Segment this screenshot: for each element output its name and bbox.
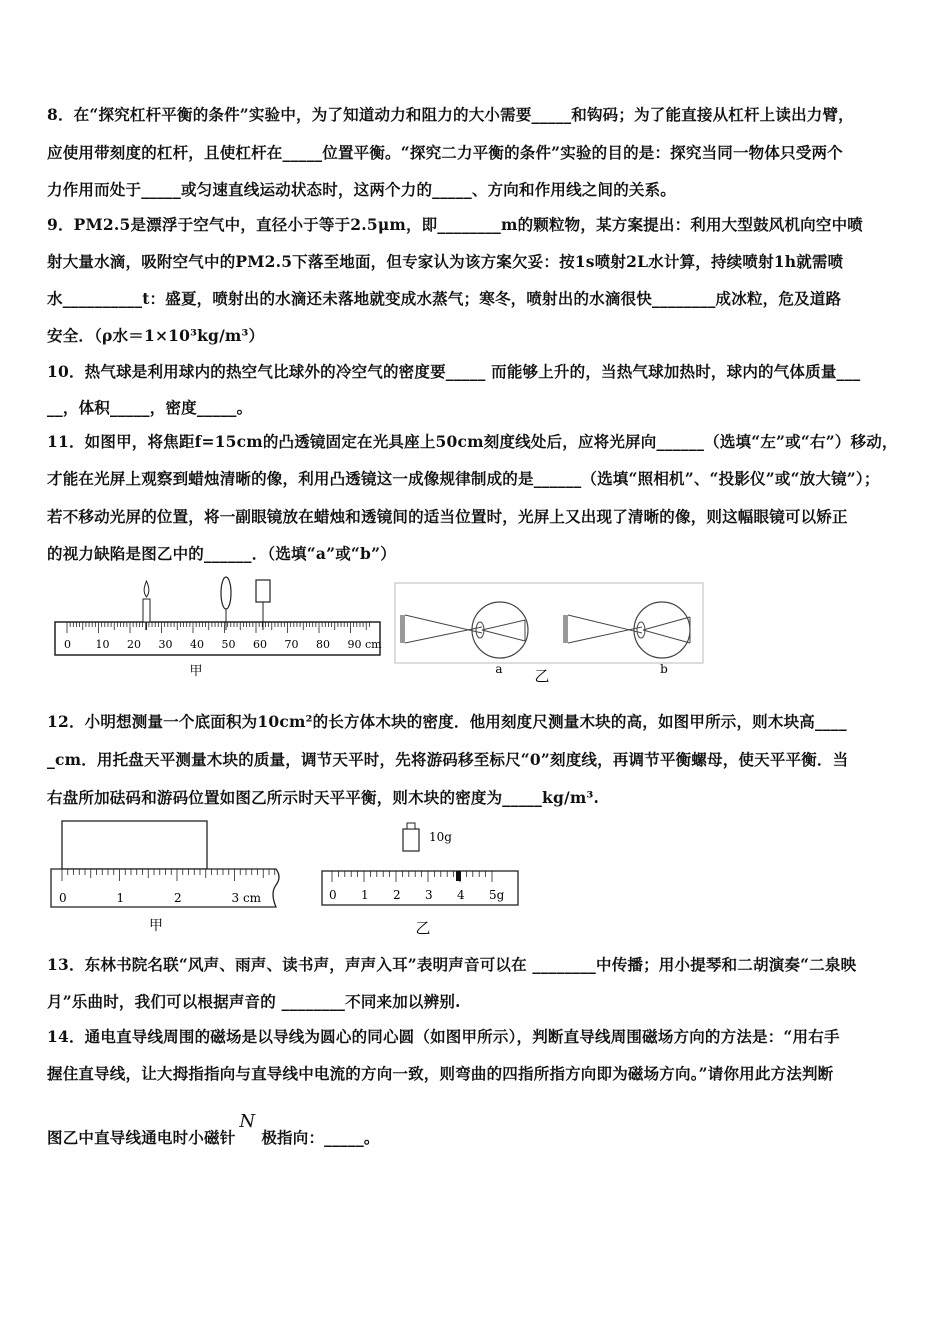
- eye-diagram-a: [400, 602, 528, 658]
- figure-q11: [50, 575, 710, 687]
- scale-tick-label: 3: [425, 888, 433, 902]
- q8-line-2: 应使用带刻度的杠杆，且使杠杆在_____位置平衡。“探究二力平衡的条件”实验的目的是：探究当同一物体只受两个: [47, 143, 843, 162]
- caption-jia-q12: 甲: [149, 918, 163, 934]
- eye-label-b: b: [660, 662, 668, 676]
- q8-line-3: 力作用而处于_____或匀速直线运动状态时，这两个力的_____、方向和作用线之间的关系。: [47, 180, 677, 199]
- q9-line-2: 射大量水滴，吸附空气中的PM2.5下落至地面，但专家认为该方案欠妥：按1s喷射2L水计算，持续喷射1h就需喷: [47, 252, 844, 271]
- q11-line-1: 11．如图甲，将焦距f=15cm的凸透镜固定在光具座上50cm刻度线处后，应将光屏向______（选填“左”或“右”）移动，: [47, 432, 898, 451]
- bench-tick-label: 30: [158, 638, 173, 651]
- weight-label: 10g: [429, 830, 452, 844]
- figure-q12: [46, 815, 526, 940]
- q14-line-2: 握住直导线，让大拇指指向与直导线中电流的方向一致，则弯曲的四指所指方向即为磁场方向。”请你用此方法判断: [47, 1064, 834, 1083]
- ruler-tick-label: 0: [59, 891, 67, 905]
- ruler-tick-label: 3 cm: [231, 891, 262, 905]
- ruler-tick-label: 2: [174, 891, 182, 905]
- scale-tick-label: 5g: [489, 888, 505, 902]
- eye-diagram-b: [563, 602, 690, 658]
- bench-tick-label: 50: [221, 638, 236, 651]
- caption-yi-q12: 乙: [415, 919, 431, 937]
- q13-line-1: 13．东林书院名联“风声、雨声、读书声，声声入耳”表明声音可以在 ________中传播；用小提琴和二胡演奏“二泉映: [47, 955, 857, 974]
- q9-line-1: 9．PM2.5是漂浮于空气中，直径小于等于2.5μm，即________m的颗粒物，某方案提出：利用大型鼓风机向空中喷: [47, 215, 863, 234]
- scale-tick-label: 4: [457, 888, 465, 902]
- q13-line-2: 月”乐曲时，我们可以根据声音的 ________不同来加以辨别.: [47, 992, 461, 1011]
- q14-line-3: [47, 1111, 380, 1148]
- q12-line-3: 右盘所加砝码和游码位置如图乙所示时天平平衡，则木块的密度为_____kg/m³.: [47, 788, 600, 807]
- wood-block: [62, 821, 207, 869]
- bench-tick-label: 20: [127, 638, 141, 651]
- q10-line-2: __，体积_____，密度_____。: [47, 398, 253, 417]
- scale-tick-label: 0: [329, 888, 337, 902]
- q14-line-1: 14．通电直导线周围的磁场是以导线为圆心的同心圆（如图甲所示），判断直导线周围磁场方向的方法是：“用右手: [47, 1027, 840, 1046]
- bench-tick-label: 40: [190, 638, 204, 651]
- q11-line-2: 才能在光屏上观察到蜡烛清晰的像，利用凸透镜这一成像规律制成的是______（选填“照相机”、“投影仪”或“放大镜”）；: [47, 469, 880, 488]
- bench-tick-label: 80: [316, 638, 330, 651]
- q9-line-3: 水__________t：盛夏，喷射出的水滴还未落地就变成水蒸气；寒冬，喷射出的水滴很快________成冰粒，危及道路: [47, 289, 842, 308]
- caption-yi-q11: 乙: [534, 667, 550, 685]
- bench-tick-label: 70: [284, 638, 299, 651]
- q11-line-4: 的视力缺陷是图乙中的______．（选填“a”或“b”）: [47, 544, 396, 563]
- ruler-tick-label: 1: [116, 891, 125, 905]
- needle-n-symbol: N: [239, 1111, 256, 1132]
- q12-line-2: _cm．用托盘天平测量木块的质量，调节天平时，先将游码移至标尺“0”刻度线，再调节平衡螺母，使天平平衡．当: [47, 750, 849, 769]
- weight-10g-icon: [403, 823, 419, 851]
- caption-jia-q11: 甲: [189, 664, 203, 679]
- bench-tick-label: 0: [64, 638, 71, 651]
- q10-line-1: 10．热气球是利用球内的热空气比球外的冷空气的密度要_____ 而能够上升的，当热气球加热时，球内的气体质量___: [47, 362, 861, 381]
- bench-tick-label: 90 cm: [347, 638, 382, 651]
- q14-line-3-tail: 极指向：_____。: [261, 1128, 380, 1147]
- q9-line-4: 安全．（ρ水＝1×10³kg/m³）: [47, 326, 265, 345]
- q11-line-3: 若不移动光屏的位置，将一副眼镜放在蜡烛和透镜间的适当位置时，光屏上又出现了清晰的像，则这幅眼镜可以矫正: [47, 507, 848, 526]
- scale-tick-label: 2: [393, 888, 401, 902]
- bench-tick-label: 60: [253, 638, 267, 651]
- bench-tick-label: 10: [95, 638, 110, 651]
- q12-line-1: 12．小明想测量一个底面积为10cm²的长方体木块的密度．他用刻度尺测量木块的高，如图甲所示，则木块高____: [47, 712, 847, 731]
- eye-label-a: a: [495, 662, 503, 676]
- q8-line-1: 8．在“探究杠杆平衡的条件”实验中，为了知道动力和阻力的大小需要_____和钩码；为了能直接从杠杆上读出力臂，: [47, 105, 854, 124]
- rider-marker: [456, 871, 461, 881]
- q14-line-3-text: 图乙中直导线通电时小磁针: [47, 1128, 236, 1147]
- scale-tick-label: 1: [361, 888, 369, 902]
